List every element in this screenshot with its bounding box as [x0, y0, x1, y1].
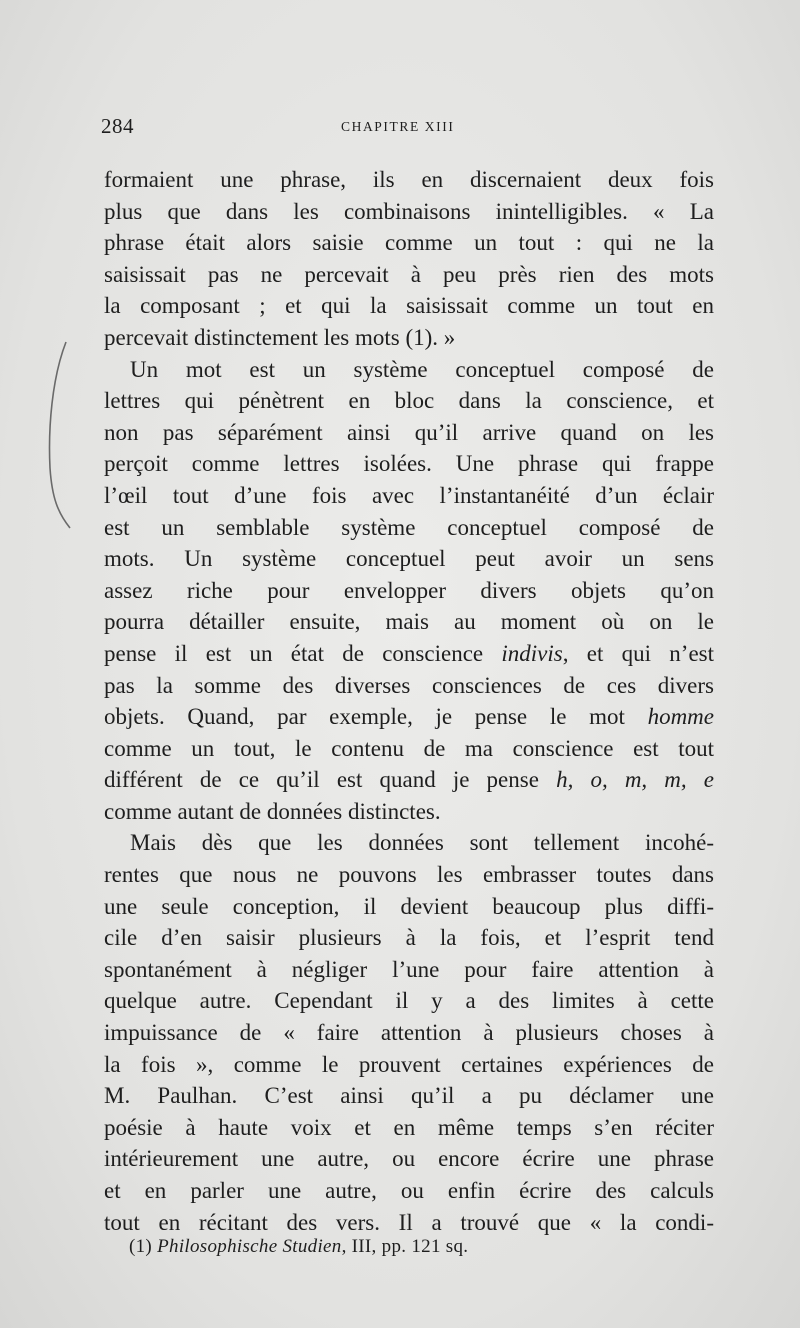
text-line: spontanément à négliger l’une pour faire attention à: [104, 956, 714, 982]
text-segment: objets. Quand, par exemple, je pense le mot: [104, 704, 625, 730]
text-line: est un semblable système conceptuel composé de: [104, 514, 714, 540]
text-line: mots. Un système conceptuel peut avoir un sens: [104, 546, 714, 572]
text-line: poésie à haute voix et en même temps s’en réciter: [104, 1114, 714, 1140]
text-line: [104, 701, 714, 733]
page-header: [101, 114, 714, 144]
italic-letters: h, o, m, m, e: [556, 767, 714, 793]
text-line: percevait distinctement les mots (1). »: [104, 324, 456, 350]
text-segment: pense il est un état de conscience: [104, 640, 484, 666]
text-line: quelque autre. Cependant il y a des limites à cette: [104, 988, 714, 1014]
text-line: perçoit comme lettres isolées. Une phrase qui frappe: [104, 451, 714, 477]
text-line: impuissance de « faire attention à plusieurs choses à: [104, 1020, 714, 1046]
text-line: comme un tout, le contenu de ma conscience est tout: [104, 735, 714, 761]
page-number: 284: [101, 114, 134, 138]
text-line: phrase était alors saisie comme un tout : qui ne la: [104, 230, 714, 256]
text-line: la composant ; et qui la saisissait comme un tout en: [104, 293, 714, 319]
text-segment: différent de ce qu’il est quand je pense: [104, 767, 539, 793]
text-line: pas la somme des diverses consciences de ces divers: [104, 672, 714, 698]
text-line: Un mot est un système conceptuel composé de: [130, 356, 714, 382]
text-line: l’œil tout d’une fois avec l’instantanéité d’un éclair: [104, 482, 714, 508]
footnote: [129, 1236, 468, 1258]
text-line: rentes que nous ne pouvons les embrasser toutes dans: [104, 862, 714, 888]
text-segment: , et qui n’est: [562, 640, 714, 666]
text-line: cile d’en saisir plusieurs à la fois, et l’esprit tend: [104, 925, 714, 951]
text-line: tout en récitant des vers. Il a trouvé que « la condi-: [104, 1209, 714, 1235]
italic-word: homme: [647, 704, 714, 730]
text-line: Mais dès que les données sont tellement incohé-: [130, 830, 714, 856]
text-line: [104, 764, 714, 796]
text-line: assez riche pour envelopper divers objets qu’on: [104, 577, 714, 603]
text-line: [104, 638, 714, 670]
text-line: comme autant de données distinctes.: [104, 798, 441, 824]
text-line: intérieurement une autre, ou encore écrire une phrase: [104, 1146, 714, 1172]
text-line: lettres qui pénètrent en bloc dans la conscience, et: [104, 388, 714, 414]
text-line: formaient une phrase, ils en discernaient deux fois: [104, 167, 714, 192]
body-text: [104, 164, 714, 1238]
text-line: pourra détailler ensuite, mais au moment où on le: [104, 609, 714, 635]
text-line: et en parler une autre, ou enfin écrire des calculs: [104, 1178, 714, 1203]
running-head: CHAPITRE XIII: [341, 119, 455, 134]
text-line: plus que dans les combinaisons inintelligibles. « La: [104, 198, 714, 224]
text-line: la fois », comme le prouvent certaines expériences de: [104, 1051, 714, 1077]
footnote-reference: , III, pp. 121 sq.: [341, 1236, 469, 1257]
footnote-marker: (1): [129, 1236, 153, 1257]
margin-pencil-mark: [44, 338, 84, 538]
text-line: non pas séparément ainsi qu’il arrive quand on les: [104, 419, 714, 445]
footnote-title: Philosophische Studien: [157, 1236, 342, 1257]
italic-word: indivis: [501, 640, 563, 666]
text-line: M. Paulhan. C’est ainsi qu’il a pu déclamer une: [104, 1083, 714, 1109]
text-line: une seule conception, il devient beaucoup plus diffi-: [104, 893, 714, 919]
text-line: saisissait pas ne percevait à peu près rien des mots: [104, 261, 714, 287]
